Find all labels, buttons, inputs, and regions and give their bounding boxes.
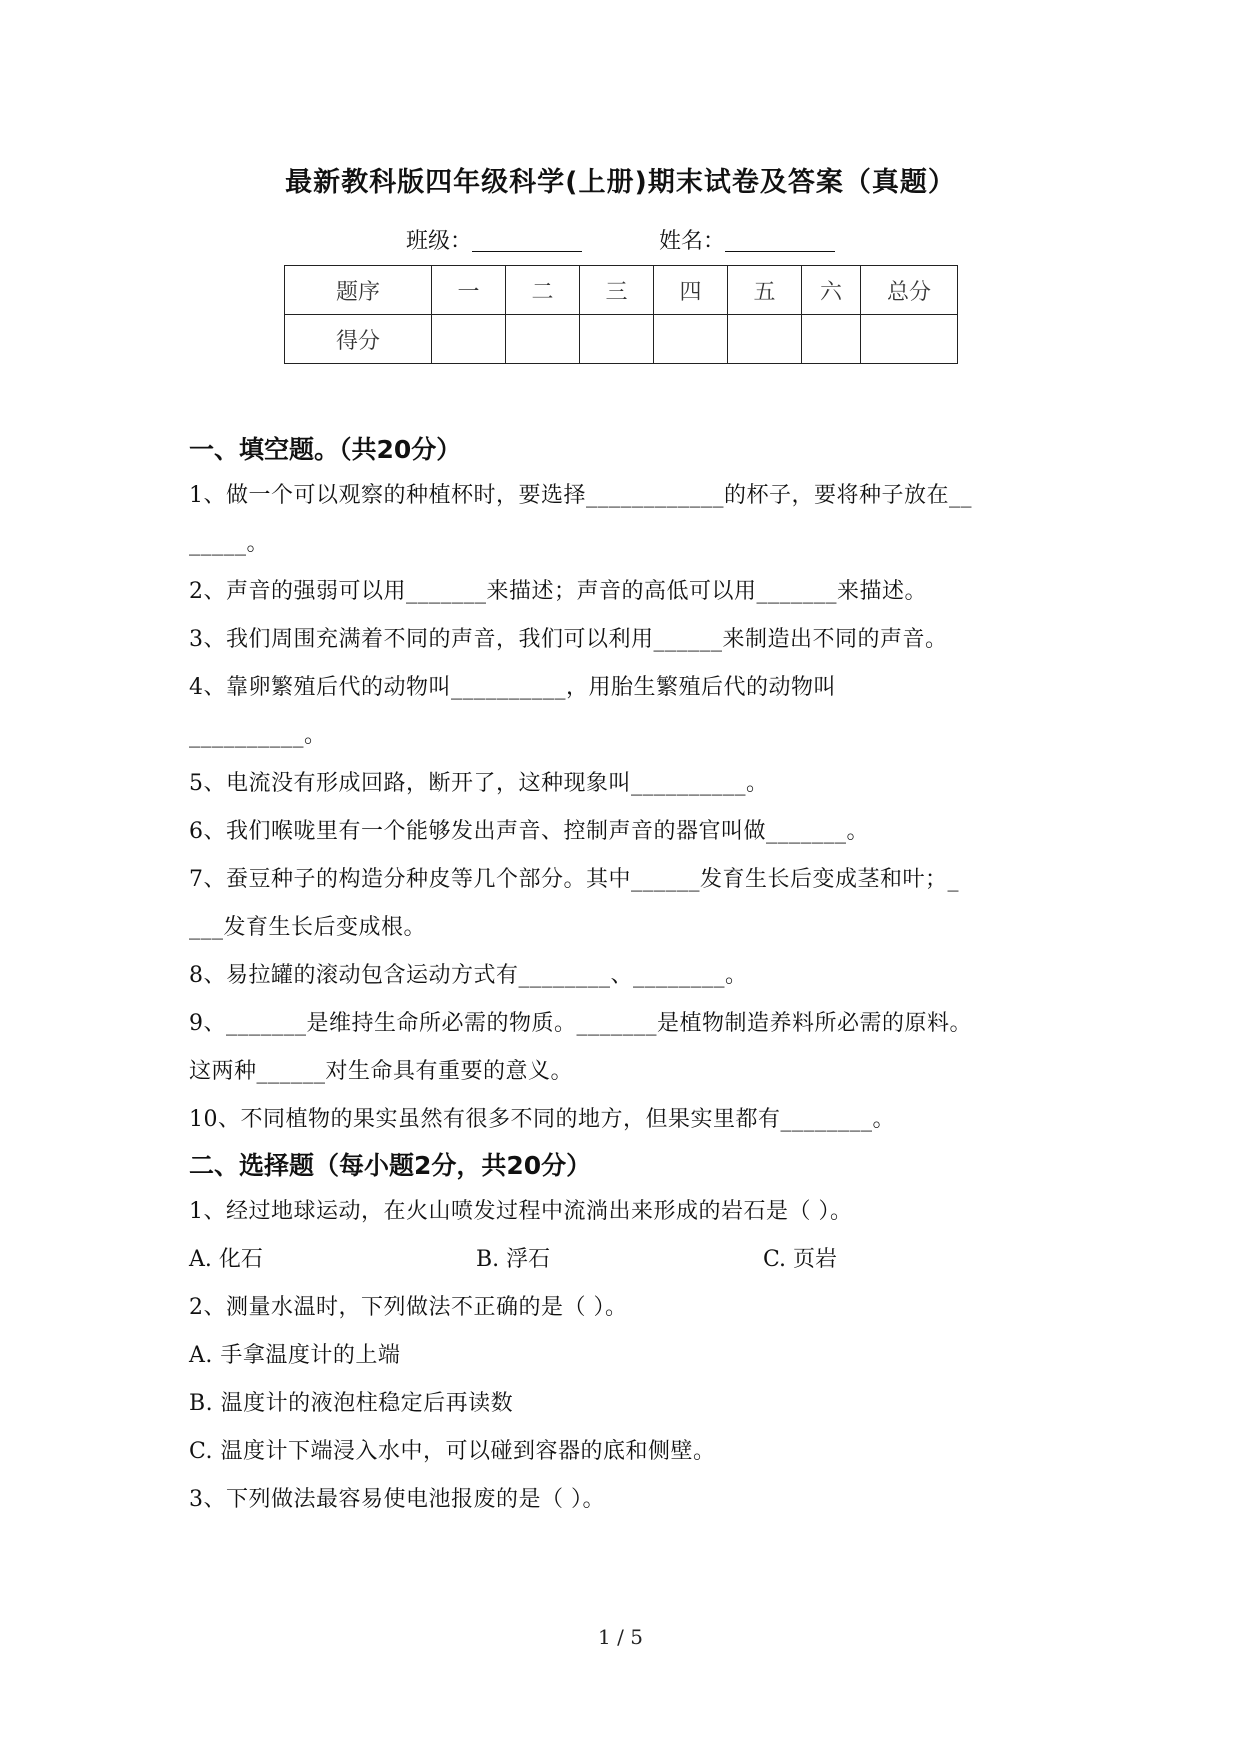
question-line: 4、靠卵繁殖后代的动物叫__________，用胎生繁殖后代的动物叫 (189, 675, 836, 700)
exam-content (189, 428, 1059, 1524)
option-b[interactable]: B. 温度计的液泡柱稳定后再读数 (189, 1391, 514, 1416)
header-cell: 题序 (285, 266, 432, 315)
class-label: 班级： (405, 229, 472, 254)
question-line: _____。 (189, 531, 270, 556)
header-cell: 六 (802, 266, 861, 315)
page-number: 1 / 5 (598, 1625, 643, 1649)
score-cell[interactable] (506, 315, 580, 364)
question-line: 9、_______是维持生命所必需的物质。_______是植物制造养料所必需的原料。 (189, 1011, 972, 1036)
score-cell[interactable] (432, 315, 506, 364)
question-1-options (189, 1236, 1059, 1284)
question-2: 2、测量水温时，下列做法不正确的是（ ）。 (189, 1295, 628, 1320)
question-line: 2、声音的强弱可以用_______来描述；声音的高低可以用_______来描述。 (189, 579, 927, 604)
header-cell: 二 (506, 266, 580, 315)
header-cell: 五 (728, 266, 802, 315)
score-table (284, 265, 958, 364)
name-blank[interactable] (725, 227, 835, 252)
question-line: ___发育生长后变成根。 (189, 915, 427, 940)
question-line: 6、我们喉咙里有一个能够发出声音、控制声音的器官叫做_______。 (189, 819, 869, 844)
name-label: 姓名： (659, 229, 726, 254)
score-row-label: 得分 (285, 315, 432, 364)
score-cell[interactable] (580, 315, 654, 364)
question-line: 5、电流没有形成回路，断开了，这种现象叫__________。 (189, 771, 769, 796)
header-cell: 三 (580, 266, 654, 315)
score-cell[interactable] (802, 315, 861, 364)
question-line: 7、蚕豆种子的构造分种皮等几个部分。其中______发育生长后变成茎和叶；_ (189, 867, 959, 892)
score-table-score-row (285, 315, 958, 364)
question-line: 8、易拉罐的滚动包含运动方式有________、________。 (189, 963, 748, 988)
student-info-line (0, 224, 1241, 255)
exam-title: 最新教科版四年级科学(上册)期末试卷及答案（真题） (285, 167, 956, 198)
question-line: 这两种______对生命具有重要的意义。 (189, 1059, 574, 1084)
option-c[interactable]: C. 温度计下端浸入水中，可以碰到容器的底和侧壁。 (189, 1439, 716, 1464)
question-line: 3、我们周围充满着不同的声音，我们可以利用______来制造出不同的声音。 (189, 627, 948, 652)
score-cell[interactable] (861, 315, 958, 364)
question-line: 1、做一个可以观察的种植杯时，要选择____________的杯子，要将种子放在__ (189, 483, 972, 508)
header-cell: 一 (432, 266, 506, 315)
option-c[interactable]: C. 页岩 (763, 1247, 838, 1272)
score-table-header-row (285, 266, 958, 315)
section-2-heading: 二、选择题（每小题2分，共20分） (189, 1151, 592, 1180)
score-cell[interactable] (728, 315, 802, 364)
score-cell[interactable] (654, 315, 728, 364)
question-line: __________。 (189, 723, 327, 748)
question-3: 3、下列做法最容易使电池报废的是（ ）。 (189, 1487, 605, 1512)
header-cell: 四 (654, 266, 728, 315)
option-b[interactable]: B. 浮石 (476, 1247, 551, 1272)
question-1: 1、经过地球运动，在火山喷发过程中流淌出来形成的岩石是（ ）。 (189, 1199, 853, 1224)
section-1-heading: 一、填空题。（共20分） (189, 435, 462, 464)
question-line: 10、不同植物的果实虽然有很多不同的地方，但果实里都有________。 (189, 1107, 895, 1132)
class-blank[interactable] (472, 227, 582, 252)
option-a[interactable]: A. 化石 (189, 1247, 263, 1272)
header-cell: 总分 (861, 266, 958, 315)
option-a[interactable]: A. 手拿温度计的上端 (189, 1343, 401, 1368)
